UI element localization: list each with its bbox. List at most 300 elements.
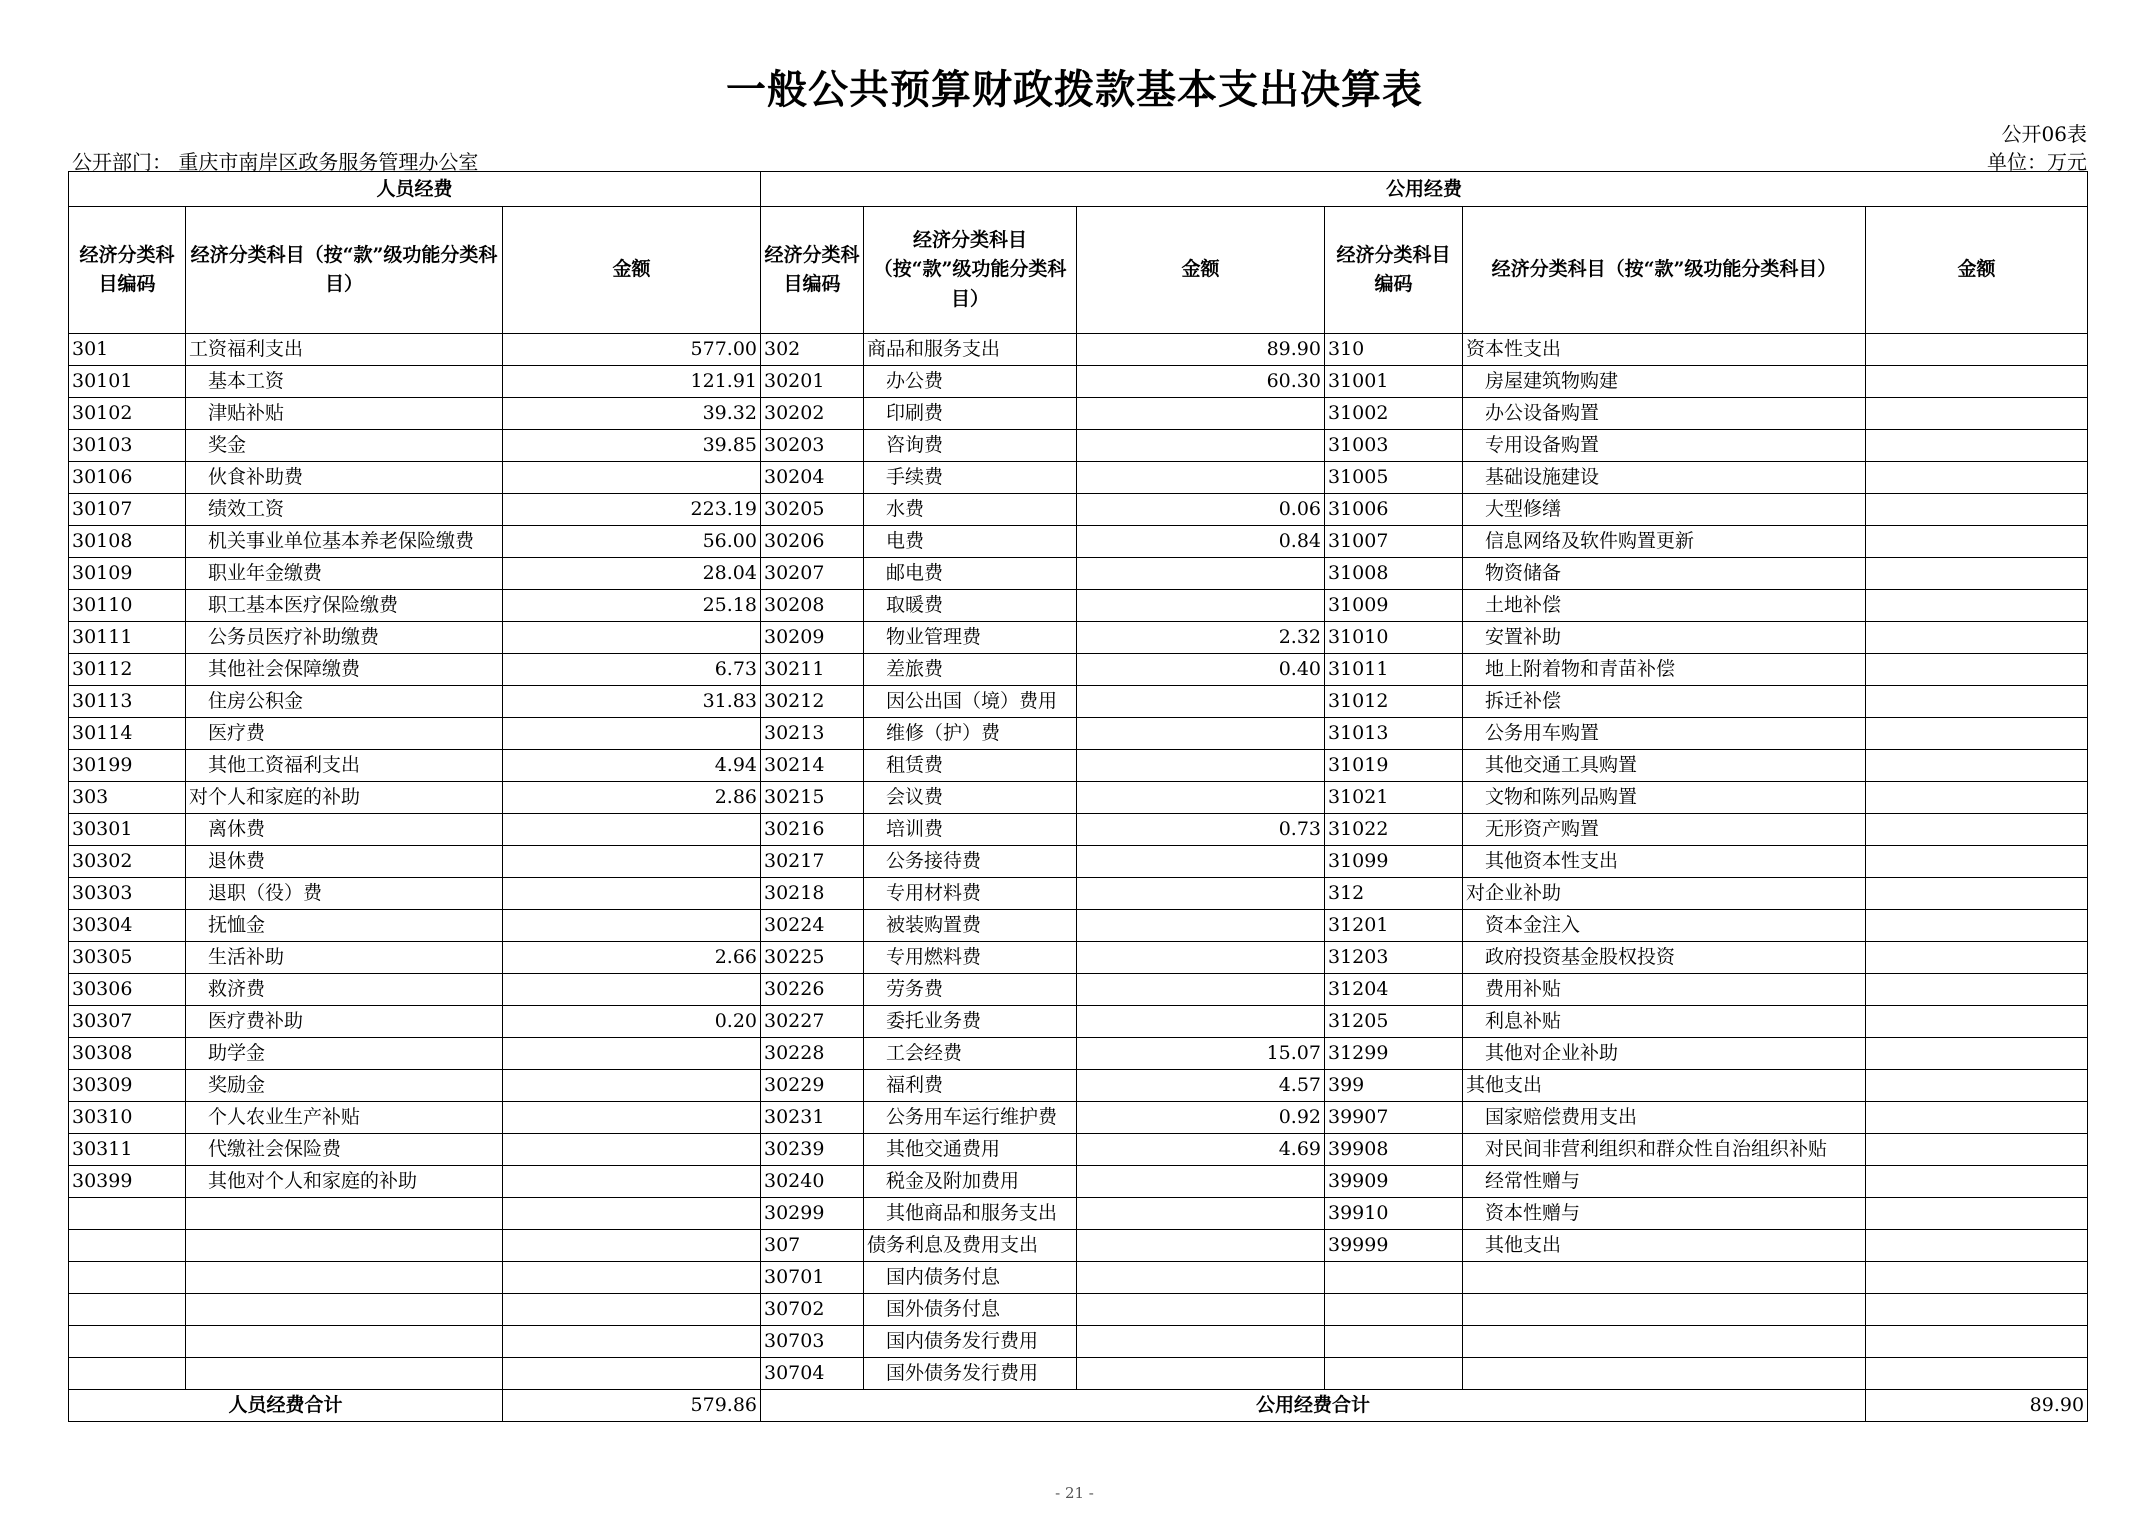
cell-code: 30306 — [69, 974, 186, 1006]
cell-amount: 89.90 — [1077, 334, 1325, 366]
cell-code: 30203 — [761, 430, 864, 462]
cell-name: 取暖费 — [864, 590, 1077, 622]
cell-name: 办公设备购置 — [1463, 398, 1866, 430]
cell-amount — [1866, 1198, 2088, 1230]
cell-name: 公务接待费 — [864, 846, 1077, 878]
cell-code: 30304 — [69, 910, 186, 942]
cell-name: 因公出国（境）费用 — [864, 686, 1077, 718]
cell-amount — [1866, 1166, 2088, 1198]
cell-name: 国外债务付息 — [864, 1294, 1077, 1326]
cell-code: 39908 — [1325, 1134, 1463, 1166]
table-row — [69, 878, 2088, 910]
cell-code: 30204 — [761, 462, 864, 494]
group-header-personnel: 人员经费 — [69, 172, 761, 207]
personnel-total-label: 人员经费合计 — [69, 1390, 503, 1422]
cell-name: 差旅费 — [864, 654, 1077, 686]
cell-code: 30217 — [761, 846, 864, 878]
cell-code: 39909 — [1325, 1166, 1463, 1198]
cell-code: 30703 — [761, 1326, 864, 1358]
cell-amount: 0.06 — [1077, 494, 1325, 526]
cell-name: 其他工资福利支出 — [186, 750, 503, 782]
cell-amount — [1866, 782, 2088, 814]
cell-name: 物业管理费 — [864, 622, 1077, 654]
cell-code — [69, 1198, 186, 1230]
cell-name: 信息网络及软件购置更新 — [1463, 526, 1866, 558]
cell-name: 生活补助 — [186, 942, 503, 974]
cell-code: 30207 — [761, 558, 864, 590]
cell-code — [69, 1294, 186, 1326]
col-header-name: 经济分类科目（按“款”级功能分类科目） — [1463, 207, 1866, 334]
cell-amount: 2.32 — [1077, 622, 1325, 654]
col-header-amount: 金额 — [503, 207, 761, 334]
cell-amount — [1866, 622, 2088, 654]
cell-code: 30216 — [761, 814, 864, 846]
cell-name — [186, 1326, 503, 1358]
cell-name: 地上附着物和青苗补偿 — [1463, 654, 1866, 686]
table-row — [69, 718, 2088, 750]
cell-amount — [503, 1198, 761, 1230]
cell-amount — [503, 1102, 761, 1134]
table-row — [69, 782, 2088, 814]
cell-amount — [503, 814, 761, 846]
col-header-name: 经济分类科目（按“款”级功能分类科目） — [186, 207, 503, 334]
cell-code: 30201 — [761, 366, 864, 398]
cell-code: 30227 — [761, 1006, 864, 1038]
cell-name: 房屋建筑物购建 — [1463, 366, 1866, 398]
cell-name: 基础设施建设 — [1463, 462, 1866, 494]
cell-code: 30106 — [69, 462, 186, 494]
cell-code: 31010 — [1325, 622, 1463, 654]
table-row — [69, 846, 2088, 878]
cell-name: 会议费 — [864, 782, 1077, 814]
cell-name: 办公费 — [864, 366, 1077, 398]
cell-amount — [1077, 1198, 1325, 1230]
cell-amount: 4.69 — [1077, 1134, 1325, 1166]
cell-amount — [1866, 910, 2088, 942]
cell-code: 303 — [69, 782, 186, 814]
cell-name: 机关事业单位基本养老保险缴费 — [186, 526, 503, 558]
cell-name: 其他支出 — [1463, 1230, 1866, 1262]
cell-name: 对企业补助 — [1463, 878, 1866, 910]
cell-name: 手续费 — [864, 462, 1077, 494]
cell-name: 其他商品和服务支出 — [864, 1198, 1077, 1230]
cell-code: 31299 — [1325, 1038, 1463, 1070]
cell-code: 39907 — [1325, 1102, 1463, 1134]
cell-amount: 0.73 — [1077, 814, 1325, 846]
cell-code: 31013 — [1325, 718, 1463, 750]
cell-name: 商品和服务支出 — [864, 334, 1077, 366]
cell-amount — [1077, 462, 1325, 494]
cell-amount — [1077, 558, 1325, 590]
cell-name — [186, 1358, 503, 1390]
table-row — [69, 1006, 2088, 1038]
cell-amount — [1866, 1262, 2088, 1294]
cell-amount — [1866, 814, 2088, 846]
cell-amount — [1077, 686, 1325, 718]
cell-amount — [1077, 750, 1325, 782]
cell-amount: 39.32 — [503, 398, 761, 430]
cell-name: 个人农业生产补贴 — [186, 1102, 503, 1134]
cell-code — [69, 1230, 186, 1262]
cell-code: 39999 — [1325, 1230, 1463, 1262]
cell-name: 工会经费 — [864, 1038, 1077, 1070]
table-row — [69, 814, 2088, 846]
cell-amount — [503, 878, 761, 910]
cell-amount — [1866, 398, 2088, 430]
cell-name: 救济费 — [186, 974, 503, 1006]
cell-code: 30701 — [761, 1262, 864, 1294]
table-row — [69, 398, 2088, 430]
cell-name: 绩效工资 — [186, 494, 503, 526]
cell-name: 津贴补贴 — [186, 398, 503, 430]
unit-label: 单位：万元 — [1987, 150, 2087, 174]
cell-code: 30704 — [761, 1358, 864, 1390]
cell-code — [69, 1262, 186, 1294]
cell-code: 30303 — [69, 878, 186, 910]
cell-code: 30218 — [761, 878, 864, 910]
cell-name: 其他社会保障缴费 — [186, 654, 503, 686]
table-row — [69, 334, 2088, 366]
cell-code: 30231 — [761, 1102, 864, 1134]
table-row — [69, 1134, 2088, 1166]
cell-name: 土地补偿 — [1463, 590, 1866, 622]
table-row — [69, 1262, 2088, 1294]
cell-name: 奖金 — [186, 430, 503, 462]
cell-amount — [1077, 1230, 1325, 1262]
cell-amount: 0.20 — [503, 1006, 761, 1038]
cell-amount — [503, 974, 761, 1006]
cell-code: 30211 — [761, 654, 864, 686]
col-header-code: 经济分类科目编码 — [1325, 207, 1463, 334]
cell-code: 30209 — [761, 622, 864, 654]
table-row — [69, 974, 2088, 1006]
cell-code: 301 — [69, 334, 186, 366]
cell-name: 劳务费 — [864, 974, 1077, 1006]
cell-amount — [503, 1070, 761, 1102]
cell-code: 31099 — [1325, 846, 1463, 878]
cell-code — [1325, 1294, 1463, 1326]
cell-amount — [1077, 1166, 1325, 1198]
cell-code: 30229 — [761, 1070, 864, 1102]
cell-code: 30212 — [761, 686, 864, 718]
cell-amount: 2.86 — [503, 782, 761, 814]
cell-name: 其他对企业补助 — [1463, 1038, 1866, 1070]
cell-name: 公务用车运行维护费 — [864, 1102, 1077, 1134]
cell-amount — [1866, 750, 2088, 782]
cell-code: 31008 — [1325, 558, 1463, 590]
cell-amount: 2.66 — [503, 942, 761, 974]
table-row — [69, 1070, 2088, 1102]
cell-name: 物资储备 — [1463, 558, 1866, 590]
table-row — [69, 462, 2088, 494]
cell-name: 其他资本性支出 — [1463, 846, 1866, 878]
cell-name: 被装购置费 — [864, 910, 1077, 942]
cell-name: 大型修缮 — [1463, 494, 1866, 526]
cell-name: 公务员医疗补助缴费 — [186, 622, 503, 654]
cell-amount — [503, 1358, 761, 1390]
table-row — [69, 590, 2088, 622]
cell-amount — [1866, 878, 2088, 910]
cell-amount — [1077, 718, 1325, 750]
cell-amount — [1866, 1326, 2088, 1358]
cell-code: 30226 — [761, 974, 864, 1006]
cell-amount: 31.83 — [503, 686, 761, 718]
cell-name: 维修（护）费 — [864, 718, 1077, 750]
cell-code: 30113 — [69, 686, 186, 718]
cell-code: 31019 — [1325, 750, 1463, 782]
cell-name: 租赁费 — [864, 750, 1077, 782]
cell-code: 302 — [761, 334, 864, 366]
cell-name: 国内债务付息 — [864, 1262, 1077, 1294]
cell-name: 资本性支出 — [1463, 334, 1866, 366]
cell-name: 对个人和家庭的补助 — [186, 782, 503, 814]
cell-name: 经常性赠与 — [1463, 1166, 1866, 1198]
cell-amount — [503, 846, 761, 878]
cell-name: 拆迁补偿 — [1463, 686, 1866, 718]
cell-code: 30112 — [69, 654, 186, 686]
cell-amount — [1866, 942, 2088, 974]
cell-code: 312 — [1325, 878, 1463, 910]
table-row — [69, 942, 2088, 974]
cell-code: 30215 — [761, 782, 864, 814]
cell-name: 住房公积金 — [186, 686, 503, 718]
cell-name: 职业年金缴费 — [186, 558, 503, 590]
cell-amount — [1866, 718, 2088, 750]
cell-name: 公务用车购置 — [1463, 718, 1866, 750]
page-title: 一般公共预算财政拨款基本支出决算表 — [726, 66, 1423, 113]
cell-name: 医疗费补助 — [186, 1006, 503, 1038]
cell-name: 债务利息及费用支出 — [864, 1230, 1077, 1262]
cell-name: 国外债务发行费用 — [864, 1358, 1077, 1390]
cell-amount — [503, 910, 761, 942]
cell-name: 安置补助 — [1463, 622, 1866, 654]
cell-amount — [1866, 974, 2088, 1006]
cell-amount — [503, 718, 761, 750]
group-header-public: 公用经费 — [761, 172, 2088, 207]
cell-amount: 15.07 — [1077, 1038, 1325, 1070]
cell-name: 基本工资 — [186, 366, 503, 398]
cell-code: 30224 — [761, 910, 864, 942]
department-label: 公开部门： 重庆市南岸区政务服务管理办公室 — [72, 150, 479, 174]
cell-code: 30301 — [69, 814, 186, 846]
cell-amount — [1077, 782, 1325, 814]
cell-code: 31205 — [1325, 1006, 1463, 1038]
table-row — [69, 558, 2088, 590]
cell-name: 其他对个人和家庭的补助 — [186, 1166, 503, 1198]
cell-code: 30310 — [69, 1102, 186, 1134]
cell-amount — [1866, 1070, 2088, 1102]
cell-code: 30299 — [761, 1198, 864, 1230]
table-row — [69, 1326, 2088, 1358]
cell-name: 退职（役）费 — [186, 878, 503, 910]
cell-name: 文物和陈列品购置 — [1463, 782, 1866, 814]
cell-name — [186, 1230, 503, 1262]
cell-code: 31002 — [1325, 398, 1463, 430]
cell-name: 利息补贴 — [1463, 1006, 1866, 1038]
cell-name: 印刷费 — [864, 398, 1077, 430]
cell-amount — [1077, 1262, 1325, 1294]
cell-amount: 25.18 — [503, 590, 761, 622]
expenditure-table — [68, 171, 2088, 1422]
cell-code — [69, 1326, 186, 1358]
col-header-code: 经济分类科目编码 — [761, 207, 864, 334]
cell-name: 医疗费 — [186, 718, 503, 750]
cell-amount: 39.85 — [503, 430, 761, 462]
cell-code: 31012 — [1325, 686, 1463, 718]
cell-amount: 223.19 — [503, 494, 761, 526]
cell-amount — [1866, 430, 2088, 462]
cell-code: 30302 — [69, 846, 186, 878]
table-row — [69, 622, 2088, 654]
table-row — [69, 1166, 2088, 1198]
table-row — [69, 1358, 2088, 1390]
cell-amount — [1866, 1134, 2088, 1166]
cell-name: 奖励金 — [186, 1070, 503, 1102]
cell-amount — [1866, 1038, 2088, 1070]
cell-code: 30199 — [69, 750, 186, 782]
cell-amount — [503, 1294, 761, 1326]
cell-code: 31009 — [1325, 590, 1463, 622]
table-row — [69, 1038, 2088, 1070]
cell-code: 31007 — [1325, 526, 1463, 558]
cell-code: 30101 — [69, 366, 186, 398]
cell-amount: 0.40 — [1077, 654, 1325, 686]
cell-name: 专用燃料费 — [864, 942, 1077, 974]
cell-name: 资本性赠与 — [1463, 1198, 1866, 1230]
cell-amount — [1077, 430, 1325, 462]
table-row — [69, 1230, 2088, 1262]
cell-amount — [503, 1166, 761, 1198]
cell-code: 30102 — [69, 398, 186, 430]
cell-amount: 6.73 — [503, 654, 761, 686]
col-header-name: 经济分类科目（按“款”级功能分类科目） — [864, 207, 1077, 334]
cell-name: 职工基本医疗保险缴费 — [186, 590, 503, 622]
cell-code: 31022 — [1325, 814, 1463, 846]
cell-code: 31006 — [1325, 494, 1463, 526]
cell-name: 无形资产购置 — [1463, 814, 1866, 846]
cell-amount — [1866, 1230, 2088, 1262]
public-total-label: 公用经费合计 — [761, 1390, 1866, 1422]
cell-amount — [1866, 1358, 2088, 1390]
cell-code: 30206 — [761, 526, 864, 558]
personnel-total-amount: 579.86 — [503, 1390, 761, 1422]
col-header-amount: 金额 — [1077, 207, 1325, 334]
cell-amount — [503, 1262, 761, 1294]
cell-amount — [1866, 558, 2088, 590]
cell-code: 399 — [1325, 1070, 1463, 1102]
cell-name: 政府投资基金股权投资 — [1463, 942, 1866, 974]
cell-amount — [1866, 654, 2088, 686]
cell-name — [1463, 1294, 1866, 1326]
cell-code: 30202 — [761, 398, 864, 430]
table-row — [69, 430, 2088, 462]
col-header-code: 经济分类科目编码 — [69, 207, 186, 334]
cell-name: 电费 — [864, 526, 1077, 558]
cell-code: 30111 — [69, 622, 186, 654]
public-total-amount: 89.90 — [1866, 1390, 2088, 1422]
cell-name: 其他交通费用 — [864, 1134, 1077, 1166]
cell-code: 30309 — [69, 1070, 186, 1102]
cell-name: 工资福利支出 — [186, 334, 503, 366]
cell-name: 委托业务费 — [864, 1006, 1077, 1038]
cell-amount — [1866, 1006, 2088, 1038]
cell-amount: 0.84 — [1077, 526, 1325, 558]
cell-name: 抚恤金 — [186, 910, 503, 942]
cell-code: 31021 — [1325, 782, 1463, 814]
cell-name: 邮电费 — [864, 558, 1077, 590]
cell-code: 30399 — [69, 1166, 186, 1198]
cell-amount — [1866, 366, 2088, 398]
cell-name — [1463, 1262, 1866, 1294]
cell-amount: 56.00 — [503, 526, 761, 558]
cell-amount: 121.91 — [503, 366, 761, 398]
cell-code — [69, 1358, 186, 1390]
cell-name: 离休费 — [186, 814, 503, 846]
cell-code: 30311 — [69, 1134, 186, 1166]
cell-amount: 60.30 — [1077, 366, 1325, 398]
cell-code — [1325, 1358, 1463, 1390]
cell-amount — [1866, 1102, 2088, 1134]
cell-name: 咨询费 — [864, 430, 1077, 462]
cell-name: 专用材料费 — [864, 878, 1077, 910]
cell-amount — [1077, 910, 1325, 942]
cell-name: 专用设备购置 — [1463, 430, 1866, 462]
cell-amount — [1866, 1294, 2088, 1326]
form-number: 公开06表 — [2001, 122, 2087, 146]
totals-row — [69, 1390, 2088, 1422]
cell-code — [1325, 1326, 1463, 1358]
cell-amount — [503, 1230, 761, 1262]
cell-name: 对民间非营利组织和群众性自治组织补贴 — [1463, 1134, 1866, 1166]
cell-code: 30110 — [69, 590, 186, 622]
cell-amount — [503, 1134, 761, 1166]
cell-amount — [503, 1038, 761, 1070]
cell-name: 费用补贴 — [1463, 974, 1866, 1006]
cell-amount: 4.57 — [1077, 1070, 1325, 1102]
cell-name — [1463, 1326, 1866, 1358]
cell-amount — [1077, 974, 1325, 1006]
cell-code: 30208 — [761, 590, 864, 622]
cell-amount — [1866, 686, 2088, 718]
cell-name — [186, 1294, 503, 1326]
table-row — [69, 366, 2088, 398]
table-row — [69, 1198, 2088, 1230]
cell-amount — [1866, 590, 2088, 622]
cell-code: 31001 — [1325, 366, 1463, 398]
cell-code: 30107 — [69, 494, 186, 526]
cell-amount — [1077, 1006, 1325, 1038]
cell-code: 30109 — [69, 558, 186, 590]
table-row — [69, 750, 2088, 782]
cell-amount — [503, 1326, 761, 1358]
cell-amount — [1866, 846, 2088, 878]
cell-code: 30108 — [69, 526, 186, 558]
cell-code: 30225 — [761, 942, 864, 974]
cell-code: 30114 — [69, 718, 186, 750]
cell-name: 退休费 — [186, 846, 503, 878]
cell-name: 培训费 — [864, 814, 1077, 846]
cell-amount — [1077, 846, 1325, 878]
cell-code: 30228 — [761, 1038, 864, 1070]
table-row — [69, 654, 2088, 686]
cell-amount: 0.92 — [1077, 1102, 1325, 1134]
cell-code: 307 — [761, 1230, 864, 1262]
cell-code: 31005 — [1325, 462, 1463, 494]
cell-code: 31203 — [1325, 942, 1463, 974]
cell-amount — [503, 622, 761, 654]
table-row — [69, 1294, 2088, 1326]
cell-name — [186, 1262, 503, 1294]
